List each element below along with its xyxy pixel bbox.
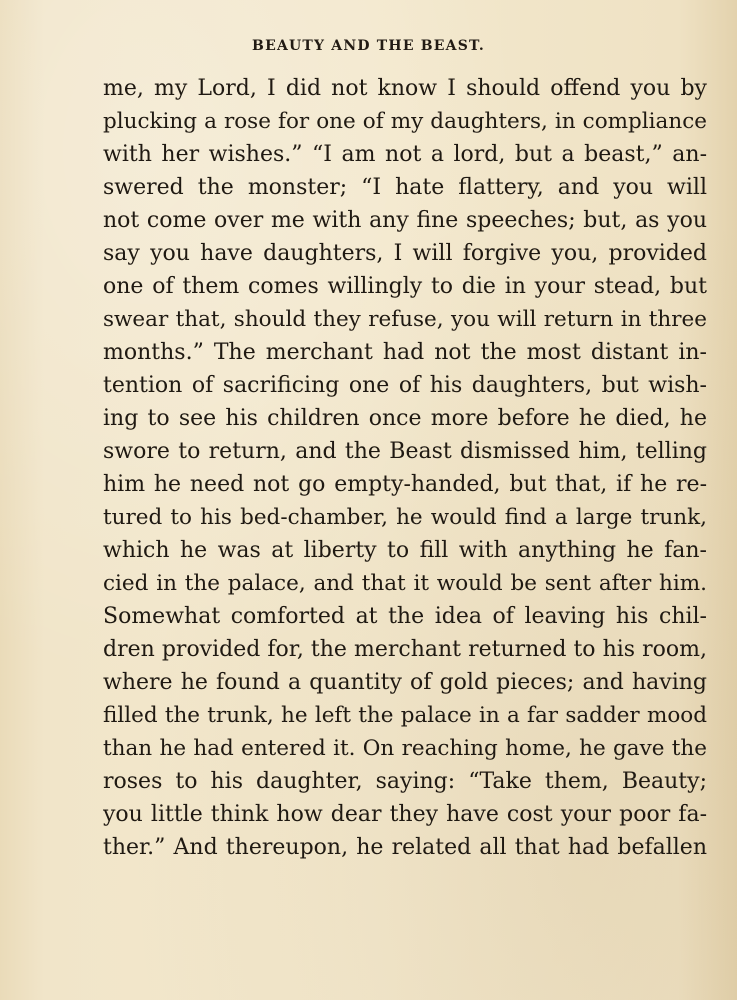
text-line: swore to return, and the Beast dismissed him, telling: [103, 439, 707, 464]
text-line: with her wishes.” “I am not a lord, but a beast,” an-: [103, 142, 707, 167]
text-line: roses to his daughter, saying: “Take them, Beauty;: [103, 769, 707, 794]
text-line: which he was at liberty to fill with anything he fan-: [103, 538, 707, 563]
text-line: Somewhat comforted at the idea of leaving his chil-: [103, 604, 707, 629]
text-line: tention of sacrificing one of his daughters, but wish-: [103, 373, 707, 398]
text-line: ther.” And thereupon, he related all that had befallen: [103, 835, 707, 860]
text-line: where he found a quantity of gold pieces; and having: [103, 670, 707, 695]
text-line: one of them comes willingly to die in your stead, but: [103, 274, 707, 299]
text-line: months.” The merchant had not the most distant in-: [103, 340, 707, 365]
text-line: say you have daughters, I will forgive you, provided: [103, 241, 707, 266]
text-line: him he need not go empty-handed, but that, if he re-: [103, 472, 707, 497]
body-text: [103, 72, 707, 864]
text-line: cied in the palace, and that it would be sent after him.: [103, 571, 707, 596]
text-line: plucking a rose for one of my daughters, in compliance: [103, 109, 707, 134]
text-line: swered the monster; “I hate flattery, and you will: [103, 175, 707, 200]
running-title: BEAUTY AND THE BEAST.: [252, 38, 485, 54]
text-line: tured to his bed-chamber, he would find a large trunk,: [103, 505, 707, 530]
text-line: swear that, should they refuse, you will return in three: [103, 307, 707, 332]
text-line: not come over me with any fine speeches; but, as you: [103, 208, 707, 233]
text-line: dren provided for, the merchant returned to his room,: [103, 637, 707, 662]
text-line: ing to see his children once more before he died, he: [103, 406, 707, 431]
text-line: me, my Lord, I did not know I should offend you by: [103, 76, 707, 101]
text-line: you little think how dear they have cost your poor fa-: [103, 802, 707, 827]
text-line: filled the trunk, he left the palace in a far sadder mood: [103, 703, 707, 728]
text-line: than he had entered it. On reaching home, he gave the: [103, 736, 707, 761]
